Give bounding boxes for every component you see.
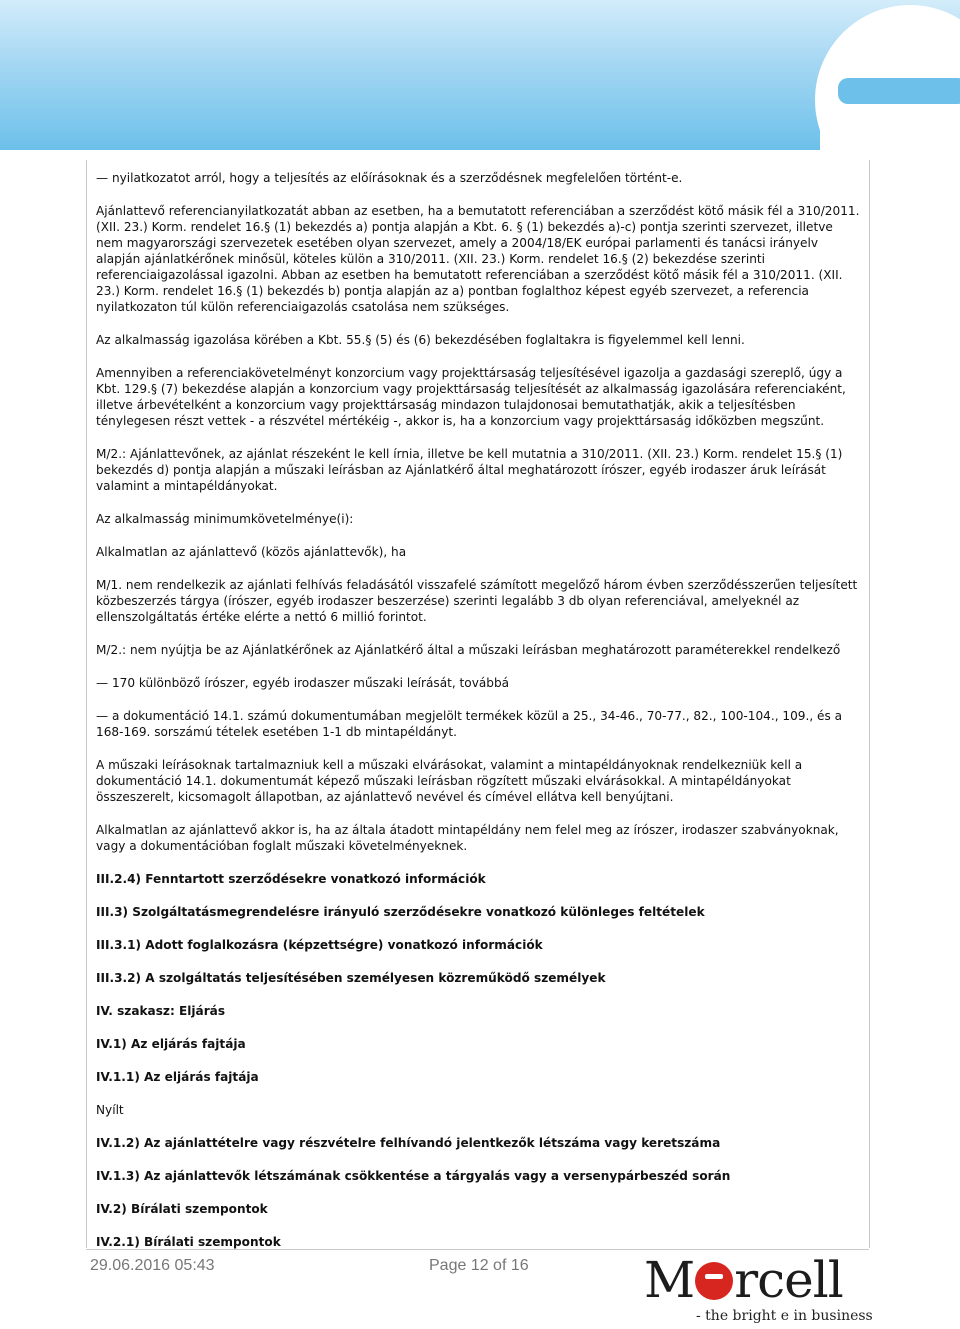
- paragraph: Amennyiben a referenciakövetelményt konzorcium vagy projekttársaság teljesítésével igazolja a gazdasági szereplő, úgy a Kbt. 129.§ (7) bekezdése alapján a konzorcium vagy projekttársaság teljesítését az alkalmasság igazolására referenciaként, illetve árbevételként a konzorcium vagy projekttársaság mindazon tulajdonosai bemutathatják, akik a teljesítésben ténylegesen részt vettek - a részvétel mértékéig -, akkor is, ha a konzorcium vagy projekttársaság időközben megszűnt.: [96, 366, 846, 428]
- paragraph: Az alkalmasság igazolása körében a Kbt. 55.§ (5) és (6) bekezdésében foglaltakra is figyelemmel kell lenni.: [96, 333, 745, 347]
- section-heading: IV.1.3) Az ajánlattevők létszámának csökkentése a tárgyalás vagy a versenypárbeszéd során: [96, 1169, 731, 1183]
- paragraph: Az alkalmasság minimumkövetelménye(i):: [96, 512, 354, 526]
- paragraph: Alkalmatlan az ajánlattevő akkor is, ha az általa átadott mintapéldány nem felel meg az írószer, irodaszer szabványoknak, vagy a dokumentációban foglalt műszaki követelményeknek.: [96, 823, 839, 853]
- footer-date: 29.06.2016 05:43: [90, 1257, 215, 1274]
- brand-logo: [644, 1252, 874, 1324]
- paragraph: M/2.: Ajánlattevőnek, az ajánlat részeként le kell írnia, illetve be kell mutatnia a 310/2011. (XII. 23.) Korm. rendelet 15.§ (1) bekezdés d) pontja alapján a műszaki leírásban az Ajánlatkérő által meghatározott írószer, egyéb irodaszer áruk leírását valamint a mintapéldányokat.: [96, 447, 843, 493]
- section-heading: IV. szakasz: Eljárás: [96, 1004, 226, 1018]
- paragraph: Alkalmatlan az ajánlattevő (közös ajánlattevők), ha: [96, 545, 407, 559]
- paragraph: — nyilatkozatot arról, hogy a teljesítés az előírásoknak és a szerződésnek megfelelően történt-e.: [96, 171, 683, 185]
- footer-divider: [86, 1249, 869, 1250]
- section-heading: IV.2) Bírálati szempontok: [96, 1202, 268, 1216]
- section-heading: III.3) Szolgáltatásmegrendelésre irányuló szerződésekre vonatkozó különleges feltételek: [96, 905, 705, 919]
- brand-name: [644, 1252, 843, 1308]
- paragraph: M/1. nem rendelkezik az ajánlati felhívás feladásától visszafelé számított megelőző három évben szerződésszerűen teljesített közbeszerzés tárgya (írószer, egyéb irodaszer beszerzése) szerinti legalább 3 db olyan referenciával, amelyeknél az ellenszolgáltatás értéke elérte a nettó 6 millió forintot.: [96, 578, 858, 624]
- brand-tagline: - the bright e in business: [696, 1308, 873, 1324]
- brand-suffix: rcell: [734, 1251, 843, 1309]
- footer-page-number: Page 12 of 16: [429, 1257, 529, 1274]
- section-heading: III.3.2) A szolgáltatás teljesítésében személyesen közreműködő személyek: [96, 971, 606, 985]
- document-body: [96, 170, 862, 1267]
- paragraph: A műszaki leírásoknak tartalmazniuk kell a műszaki elvárásokat, valamint a mintapéldányoknak rendelkezniük kell a dokumentáció 14.1. dokumentumát képező műszaki leírásban rögzített műszaki elvárásokkal. A mintapéldányokat összeszerelt, kicsomagolt állapotban, az ajánlattevő nevével és címével ellátva kell benyújtani.: [96, 758, 803, 804]
- paragraph: — 170 különböző írószer, egyéb irodaszer műszaki leírását, továbbá: [96, 676, 510, 690]
- section-heading: III.3.1) Adott foglalkozásra (képzettségre) vonatkozó információk: [96, 938, 543, 952]
- paragraph: Ajánlattevő referencianyilatkozatát abban az esetben, ha a bemutatott referenciában a szerződést kötő másik fél a 310/2011. (XII. 23.) Korm. rendelet 16.§ (1) bekezdés a) pontja alapján a Kbt. 6. § (1) bekezdés a)-c) pontja szerinti szervezet, illetve nem magyarországi szervezetek esetében olyan szervezet, amely a 2004/18/EK európai parlamenti és tanácsi irányelv alapján ajánlatkérőnek minősül, köteles külön a 310/2011. (XII. 23.) Korm. rendelet 16.§ (2) bekezdése szerinti referenciaigazolással igazolni. Abban az esetben ha bemutatott referenciában a szerződést kötő másik fél a 310/2011. (XII. 23.) Korm. rendelet 16.§ (1) bekezdés b) pontja alapján az a) pontban foglalthoz képest egyéb szervezet, a referencia nyilatkozaton túl külön referenciaigazolás csatolása nem szükséges.: [96, 204, 860, 314]
- section-heading: IV.2.1) Bírálati szempontok: [96, 1235, 281, 1249]
- marcell-e-logo-icon: [760, 0, 960, 150]
- section-heading: III.2.4) Fenntartott szerződésekre vonatkozó információk: [96, 872, 486, 886]
- section-heading: IV.1.2) Az ajánlattételre vagy részvételre felhívandó jelentkezők létszáma vagy keretszáma: [96, 1136, 721, 1150]
- paragraph: Nyílt: [96, 1103, 124, 1117]
- section-heading: IV.1) Az eljárás fajtája: [96, 1037, 246, 1051]
- brand-prefix: M: [644, 1251, 695, 1309]
- header-banner: [0, 0, 960, 150]
- paragraph: M/2.: nem nyújtja be az Ajánlatkérőnek az Ajánlatkérő által a műszaki leírásban meghatározott paraméterekkel rendelkező: [96, 643, 841, 657]
- paragraph: — a dokumentáció 14.1. számú dokumentumában megjelölt termékek közül a 25., 34-46., 70-77., 82., 100-104., 109., és a 168-169. sorszámú tételek esetében 1-1 db mintapéldányt.: [96, 709, 843, 739]
- brand-e-icon: [695, 1262, 733, 1300]
- section-heading: IV.1.1) Az eljárás fajtája: [96, 1070, 259, 1084]
